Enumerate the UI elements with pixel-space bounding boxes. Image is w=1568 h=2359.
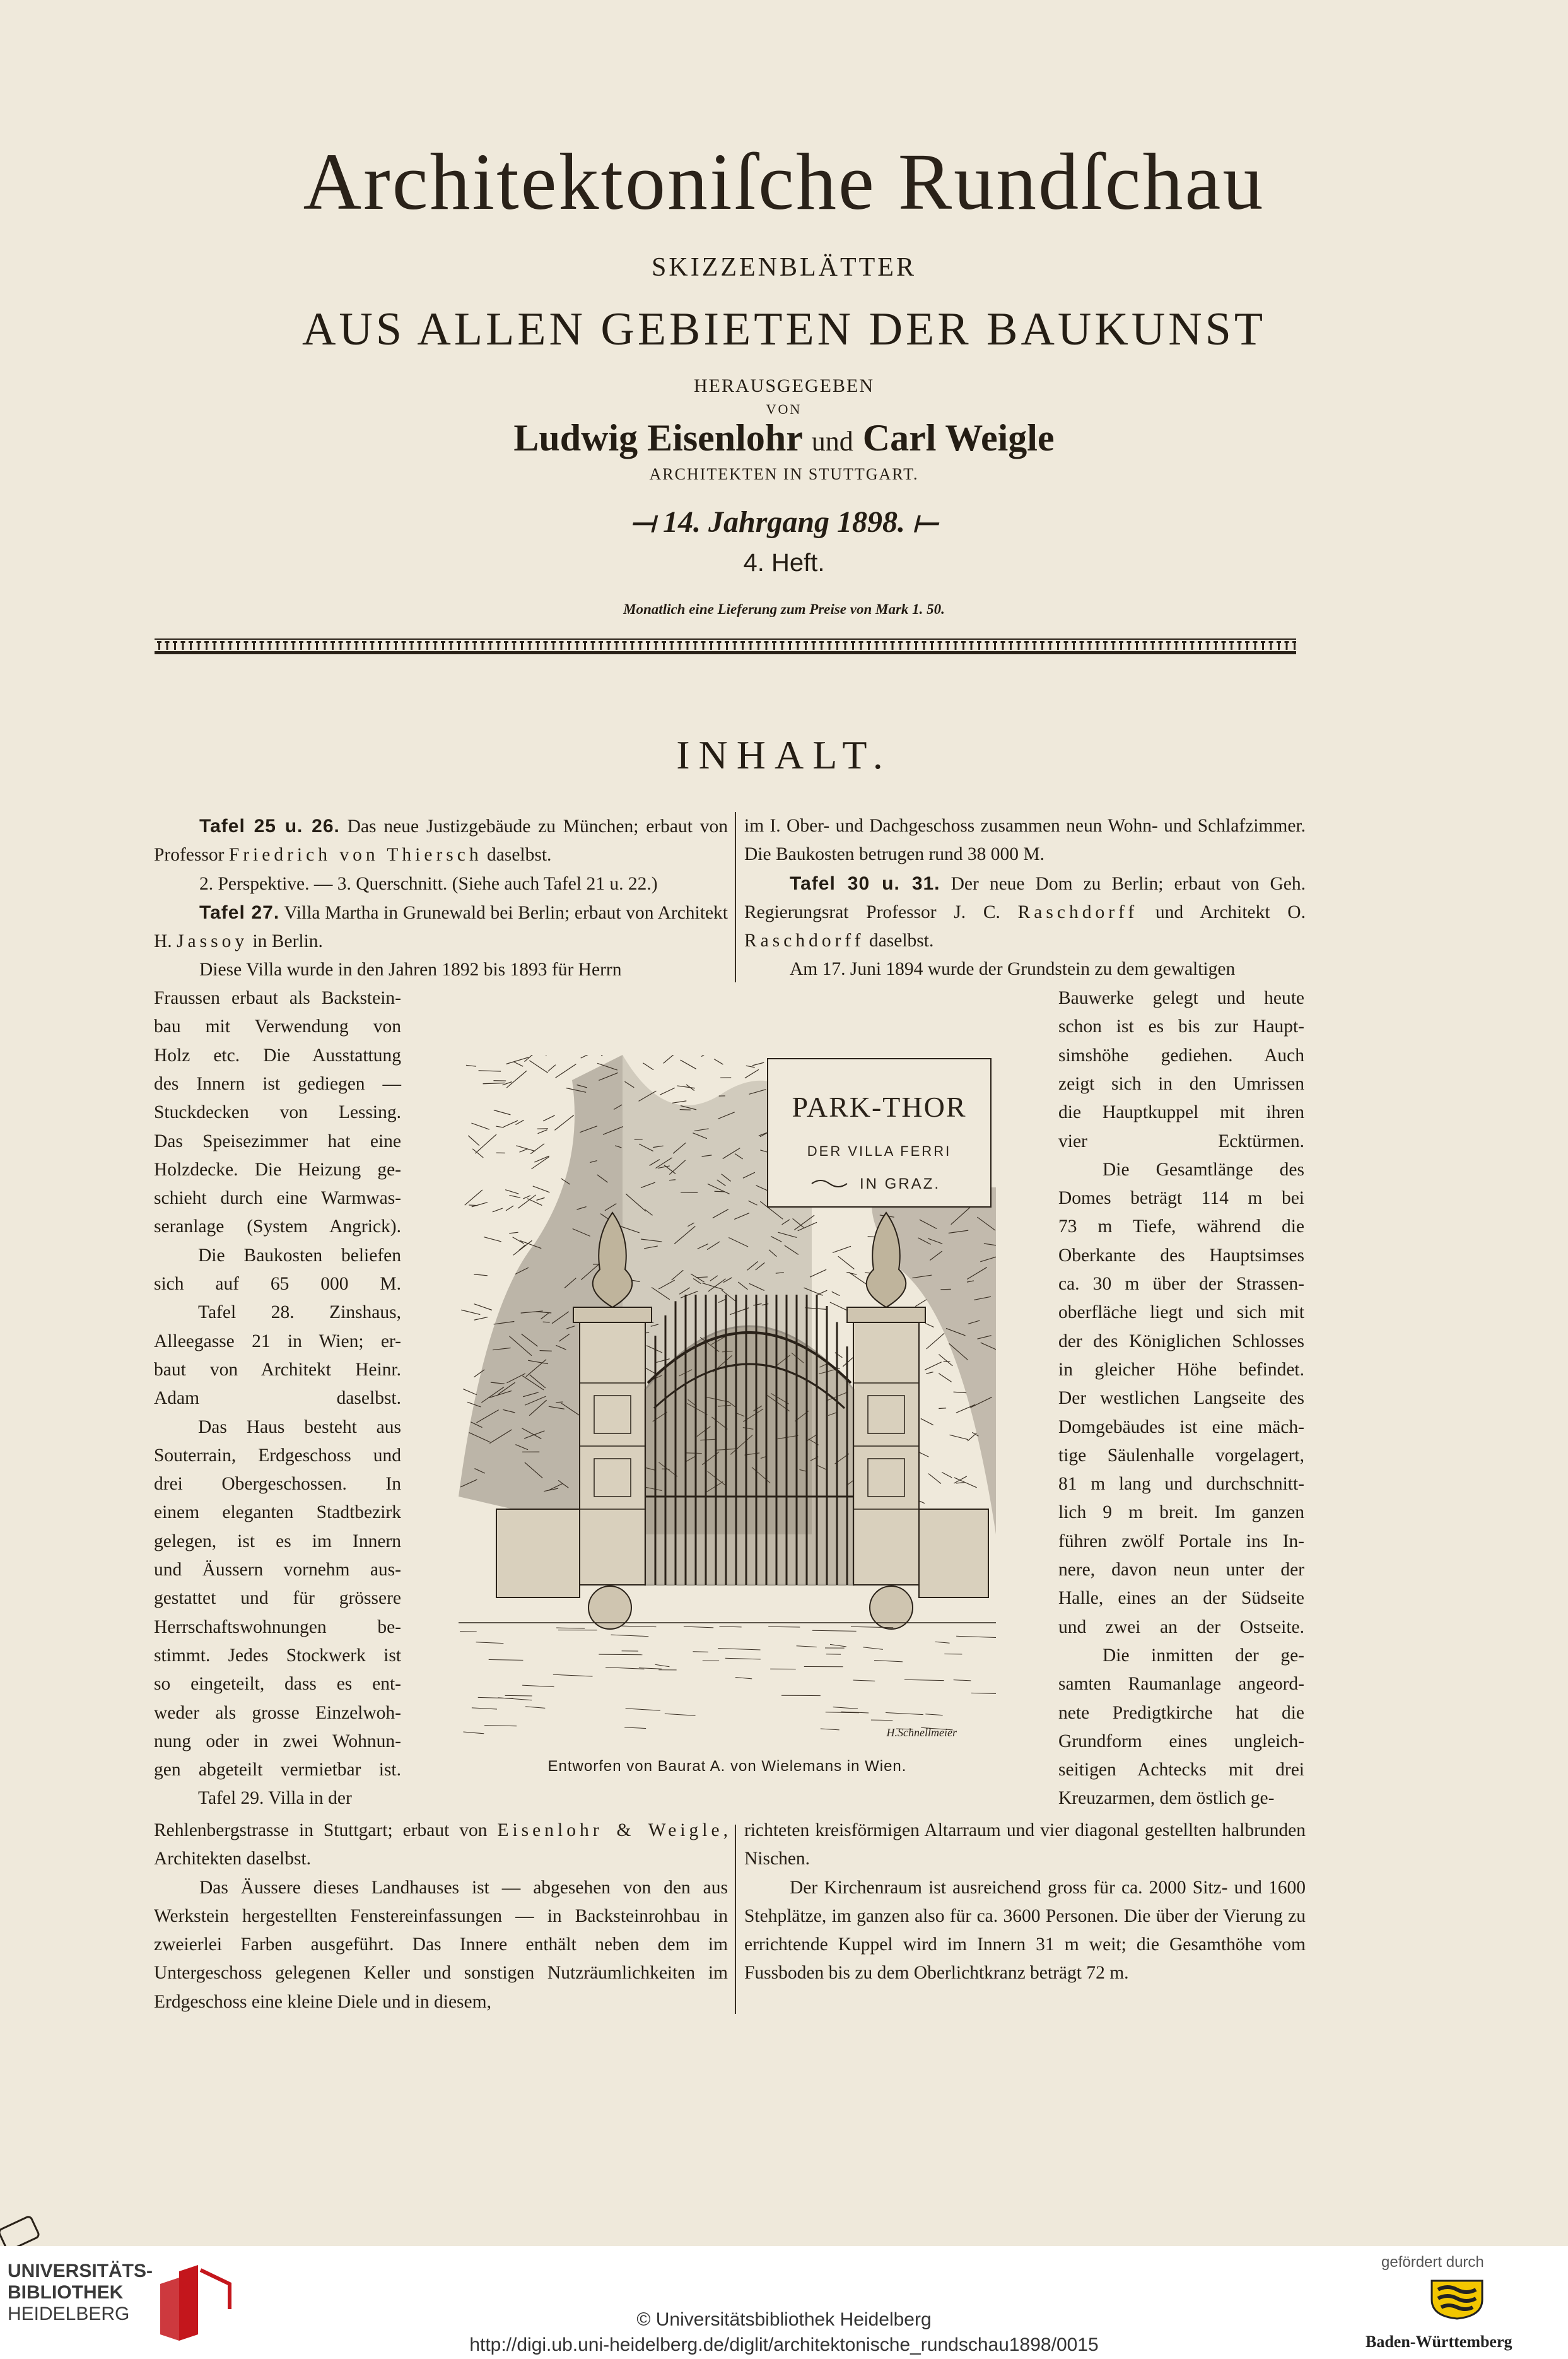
left-wrap-line: des Innern ist gediegen — (154, 1073, 401, 1094)
funded-by-label: gefördert durch (1381, 2254, 1484, 2271)
left-wrap-line: sich auf 65 000 M. (154, 1274, 401, 1294)
right-wrap-line: 73 m Tiefe, während die (1058, 1216, 1304, 1237)
artist-signature: H.Schnellmeier (886, 1726, 957, 1739)
right-column-bottom (744, 1816, 1306, 1988)
tafel-30-architect-2: Raschdorff (744, 931, 865, 951)
landhaus-paragraph: Das Äussere dieses Landhauses ist — abgesehen von den aus Werkstein hergestellten Fenstereinfassungen — in Backsteinrohbau in zweierlei Farben ausgeführt. Das Innere enthält neben dem im Untergeschoss gelegenen Keller und sonstigen Nutzräumlichkeiten im Erdgeschoss eine kleine Diele und in diesem, (154, 1877, 728, 2012)
right-column-top (744, 812, 1306, 984)
dom-paragraph-start: Am 17. Juni 1894 wurde der Grundstein zu dem gewaltigen (790, 959, 1236, 980)
tafel-27-entry (154, 898, 728, 956)
right-wrap-line: Bauwerke gelegt und heute (1058, 988, 1304, 1008)
subtitle-gebiete: AUS ALLEN GEBIETEN DER BAUKUNST (301, 303, 1267, 355)
editors-line (0, 416, 1568, 460)
baden-wuerttemberg-crest-icon (1422, 2276, 1492, 2320)
left-wrap-line: schieht durch eine Warmwas- (154, 1188, 401, 1209)
left-wrap-line: und Äussern vornehm aus- (154, 1560, 401, 1580)
right-wrap-line: Der westlichen Langseite des (1058, 1388, 1304, 1409)
right-wrap-line: Die inmitten der ge- (1103, 1645, 1304, 1666)
right-wrap-line: nere, davon neun unter der (1058, 1560, 1304, 1580)
right-wrap-line: in gleicher Höhe befindet. (1058, 1359, 1304, 1380)
right-wrap-line: die Hauptkuppel mit ihren (1058, 1102, 1304, 1123)
sign-park-thor: PARK-THOR (792, 1091, 967, 1123)
library-line-3: HEIDELBERG (8, 2303, 130, 2324)
left-wrap-line: Tafel 29. Villa in der (198, 1788, 352, 1809)
column-rule-bottom (735, 1825, 736, 2014)
left-wrap-line: nung oder in zwei Wohnun- (154, 1731, 401, 1751)
illustration-caption: Entworfen von Baurat A. von Wielemans in Wien. (547, 1758, 907, 1775)
library-line-2: BIBLIOTHEK (8, 2282, 124, 2303)
left-column-top (154, 812, 728, 985)
library-line-1: UNIVERSITÄTS- (8, 2261, 153, 2281)
right-wrap-line: Kreuzarmen, dem östlich ge- (1058, 1788, 1275, 1809)
tafel-30-architect-1: Raschdorff (1017, 902, 1138, 922)
funder-name: Baden-Württemberg (1366, 2333, 1512, 2351)
left-wrap-line: Stuckdecken von Lessing. (154, 1102, 401, 1123)
right-wrap-line: der des Königlichen Schlosses (1058, 1331, 1304, 1351)
left-wrap-line: Holz etc. Die Ausstattung (154, 1045, 401, 1066)
left-wrap-line: seranlage (System Angrick). (154, 1216, 401, 1237)
left-wrap-line: stimmt. Jedes Stockwerk ist (154, 1645, 401, 1666)
left-wrap-line: einem eleganten Stadtbezirk (154, 1502, 401, 1523)
right-wrap-line: Domes beträgt 114 m bei (1058, 1188, 1304, 1209)
ornament-right: ⟝ (905, 505, 938, 539)
park-thor-illustration (459, 1055, 996, 1744)
tafel-25-subentry: 2. Perspektive. — 3. Querschnitt. (Siehe auch Tafel 21 u. 22.) (199, 873, 658, 894)
left-wrap-line: Holzdecke. Die Heizung ge- (154, 1159, 401, 1180)
tafel-30-end: daselbst. (864, 931, 934, 951)
villa-paragraph-end: im I. Ober- und Dachgeschoss zusammen neun Wohn- und Schlafzimmer. Die Baukosten betrugen rund 38 000 M. (744, 816, 1306, 865)
left-wrap-line: Das Speisezimmer hat eine (154, 1131, 401, 1151)
journal-title: Architektoniſche Rundſchau (303, 137, 1265, 226)
right-wrap-line: oberfläche liegt und sich mit (1058, 1302, 1304, 1323)
right-wrap-line: 81 m lang und durchschnitt- (1058, 1474, 1304, 1495)
predigtkirche-paragraph-end: richteten kreisförmigen Altarraum und vier diagonal gestellten halbrunden Nischen. (744, 1820, 1306, 1869)
right-wrap-line: ca. 30 m über der Strassen- (1058, 1274, 1304, 1294)
right-wrap-line: Halle, eines an der Südseite (1058, 1588, 1304, 1609)
left-wrap-line: Alleegasse 21 in Wien; er- (154, 1331, 401, 1351)
ornament-left: ⟞ (630, 505, 663, 539)
right-wrap-line: samten Raumanlage angeord- (1058, 1674, 1304, 1695)
right-wrap-line: zeigt sich in den Umrissen (1058, 1073, 1304, 1094)
left-wrap-line: so eingeteilt, dass es ent- (154, 1674, 401, 1695)
left-wrap-line: Herrschaftswohnungen be- (154, 1616, 401, 1637)
subtitle-skizzenblaetter: SKIZZENBLÄTTER (652, 253, 916, 282)
right-wrap-line: vier Ecktürmen. (1058, 1131, 1304, 1151)
tafel-29-continued (154, 1816, 728, 1874)
right-wrap-line: nete Predigtkirche hat die (1058, 1702, 1304, 1723)
tafel-27-text: Villa Martha in Grunewald bei Berlin; erbaut von Architekt H. (154, 902, 728, 952)
tafel-30-heading: Tafel 30 u. 31. (790, 873, 940, 894)
tafel-29-text: Rehlenbergstrasse in Stuttgart; erbaut von (154, 1820, 498, 1840)
left-wrap-line: gestattet und für grössere (154, 1588, 401, 1609)
tafel-25-end: daselbst. (482, 845, 552, 866)
right-wrap-line: tige Säulenhalle vorgelagert, (1058, 1445, 1304, 1466)
left-wrap-line: Das Haus besteht aus (198, 1416, 401, 1437)
right-wrap-line: und zwei an der Ostseite. (1058, 1616, 1304, 1637)
left-wrap-line: Fraussen erbaut als Backstein- (154, 988, 401, 1008)
right-wrap-line: simshöhe gediehen. Auch (1058, 1045, 1304, 1066)
von-label: VON (766, 401, 802, 417)
right-wrap-line: führen zwölf Portale ins In- (1058, 1531, 1304, 1551)
tafel-25-entry (154, 812, 728, 870)
left-wrap-line: baut von Architekt Heinr. (154, 1359, 401, 1380)
tafel-30-mid: und Architekt O. (1138, 902, 1306, 922)
right-wrap-line: schon ist es bis zur Haupt- (1058, 1016, 1304, 1037)
tafel-29-architects: Eisenlohr & Weigle (497, 1820, 723, 1840)
left-wrap-line: gelegen, ist es im Innern (154, 1531, 401, 1551)
left-wrap-line: weder als grosse Einzelwoh- (154, 1702, 401, 1723)
copyright-notice: © Universitätsbibliothek Heidelberg (636, 2309, 932, 2330)
left-wrap-line: Adam daselbst. (154, 1388, 401, 1409)
left-column-bottom (154, 1816, 728, 2016)
issue-year: 14. Jahrgang 1898. (662, 505, 906, 539)
herausgegeben-label: HERAUSGEGEBEN (694, 375, 874, 396)
tafel-25-text: Das neue Justizgebäude zu München; erbaut von Professor (154, 816, 728, 866)
tafel-27-end: in Berlin. (248, 931, 323, 952)
sign-graz: IN GRAZ. (859, 1175, 941, 1192)
issue-number: 4. Heft. (743, 549, 825, 577)
tafel-30-text: Der neue Dom zu Berlin; erbaut von Geh. Regierungsrat Professor J. C. (744, 873, 1306, 922)
left-wrap-line: bau mit Verwendung von (154, 1016, 401, 1037)
right-wrap-line: lich 9 m breit. Im ganzen (1058, 1502, 1304, 1523)
tafel-27-heading: Tafel 27. (199, 902, 280, 923)
right-wrap-line: seitigen Achtecks mit drei (1058, 1760, 1304, 1780)
left-wrap-line: Tafel 28. Zinshaus, (198, 1302, 401, 1323)
tafel-25-heading: Tafel 25 u. 26. (199, 816, 340, 837)
editor-weigle: Carl Weigle (862, 417, 1055, 459)
tafel-29-end: , Architekten daselbst. (154, 1820, 728, 1869)
right-wrap-line: Oberkante des Hauptsimses (1058, 1245, 1304, 1266)
editor-eisenlohr: Ludwig Eisenlohr (513, 417, 802, 459)
ornamental-divider (155, 637, 1296, 656)
architekten-line: ARCHITEKTEN IN STUTTGART. (649, 465, 919, 483)
left-wrap-line: Die Baukosten beliefen (198, 1245, 401, 1266)
right-wrap-line: Domgebäudes ist eine mäch- (1058, 1416, 1304, 1437)
column-rule-top (735, 812, 736, 982)
left-wrap-line: Souterrain, Erdgeschoss und (154, 1445, 401, 1466)
villa-martha-paragraph-start: Diese Villa wurde in den Jahren 1892 bis 1893 für Herrn (199, 960, 622, 980)
tafel-25-architect: Friedrich von Thiersch (228, 845, 483, 866)
contents-heading: INHALT. (676, 732, 892, 777)
permalink-url[interactable]: http://digi.ub.uni-heidelberg.de/diglit/architektonische_rundschau1898/0015 (469, 2334, 1099, 2355)
price-line: Monatlich eine Lieferung zum Preise von Mark 1. 50. (623, 601, 945, 617)
kirchenraum-paragraph: Der Kirchenraum ist ausreichend gross für ca. 2000 Sitz- und 1600 Stehplätze, im ganzen also für ca. 3600 Personen. Die über der Vierung zu errichtende Kuppel wird im Innern 31 m weit; die Gesamthöhe vom Fussboden bis zu dem Oberlichtkranz beträgt 72 m. (744, 1877, 1306, 1984)
left-wrap-line: gen abgeteilt vermietbar ist. (154, 1760, 401, 1780)
und-word: und (811, 426, 853, 457)
tafel-27-architect: Jassoy (177, 931, 249, 952)
tafel-30-entry (744, 869, 1306, 956)
issue-year-line (0, 505, 1568, 540)
left-wrap-line: drei Obergeschossen. In (154, 1474, 401, 1495)
right-wrap-line: Grundform eines ungleich- (1058, 1731, 1304, 1751)
sign-villa-ferri: DER VILLA FERRI (807, 1143, 952, 1159)
right-wrap-line: Die Gesamtlänge des (1103, 1159, 1304, 1180)
